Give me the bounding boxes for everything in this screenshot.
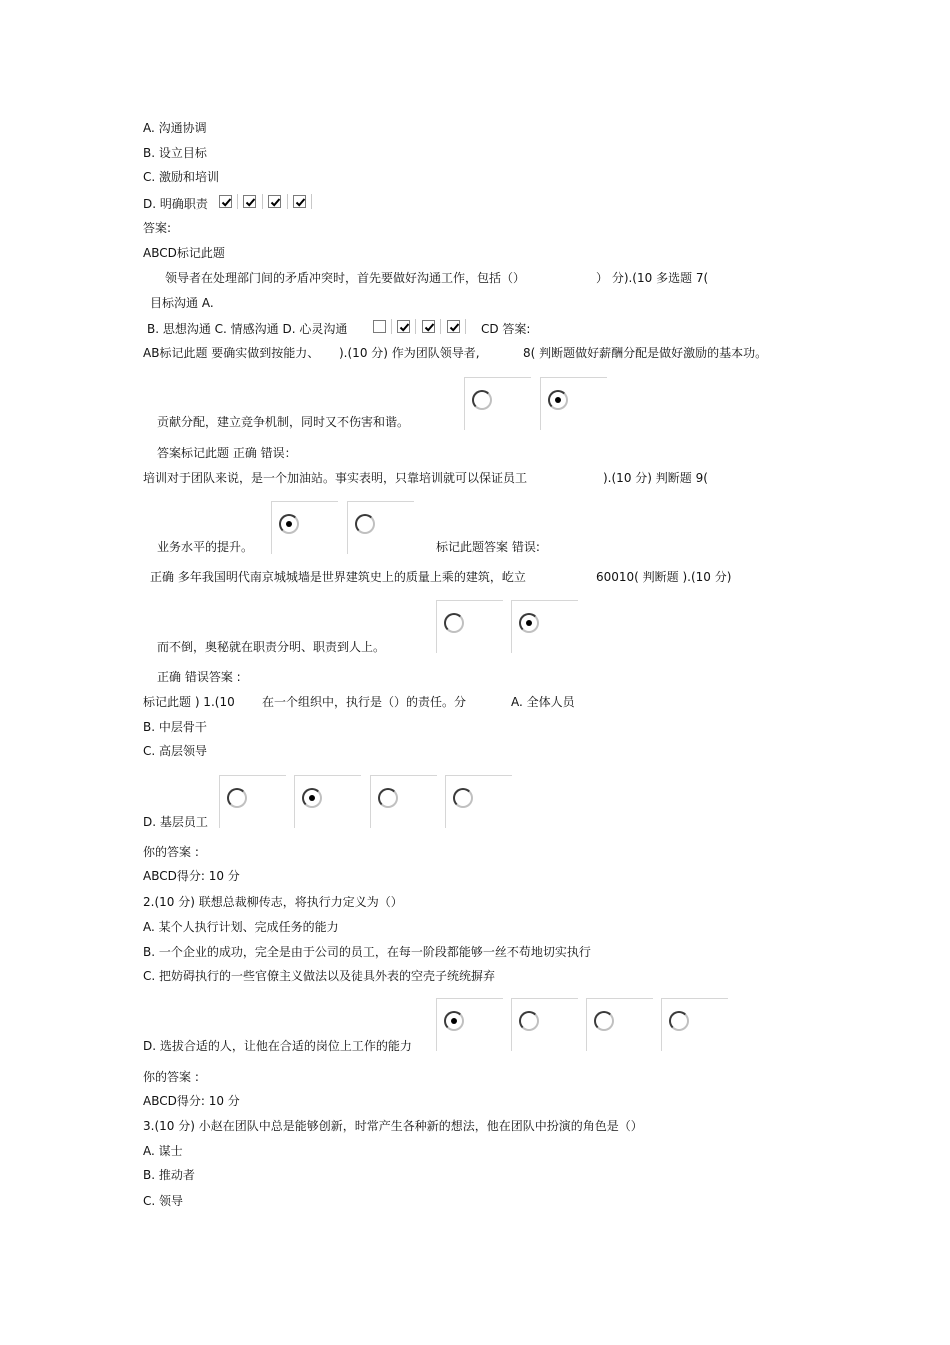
checkmark-icon xyxy=(244,196,257,209)
divider xyxy=(287,194,288,209)
answer-text: CD 答案: xyxy=(481,322,531,336)
question-text: 2.(10 分) 联想总裁柳传志，将执行力定义为（） xyxy=(143,895,403,909)
question-text: 培训对于团队来说，是一个加油站。事实表明，只靠培训就可以保证员工 xyxy=(143,471,528,485)
option-b: B. 中层骨干 xyxy=(143,720,207,734)
radio-ring-icon xyxy=(444,613,464,633)
question-text: 贡献分配，建立竞争机制，同时又不伤害和谐。 xyxy=(157,415,410,429)
q1-radio-c[interactable] xyxy=(370,775,437,828)
radio-ring-icon xyxy=(548,390,568,410)
answer-line: 标记此题答案 错误: xyxy=(436,540,540,554)
option-a: A. 全体人员 xyxy=(511,695,575,709)
mixed-line: ).(10 分) 作为团队领导者, xyxy=(339,346,480,360)
radio-ring-icon xyxy=(355,514,375,534)
option-c: C. 激励和培训 xyxy=(143,170,220,184)
q7-checkbox-a[interactable] xyxy=(373,320,386,333)
question-text: 8( 判断题做好薪酬分配是做好激励的基本功。 xyxy=(523,346,768,360)
answer-line: 答案标记此题 正确 错误： xyxy=(157,446,297,460)
q6-checkbox-a[interactable] xyxy=(219,195,232,208)
q6-checkbox-c[interactable] xyxy=(268,195,281,208)
checkmark-icon xyxy=(220,196,233,209)
radio-ring-icon xyxy=(378,788,398,808)
checkmark-icon xyxy=(448,321,461,334)
question-text: 业务水平的提升。 xyxy=(157,540,254,554)
option-b: B. 一个企业的成功，完全是由于公司的员工，在每一阶段都能够一丝不苟地切实执行 xyxy=(143,945,591,959)
radio-ring-icon xyxy=(227,788,247,808)
q8-radio-correct[interactable] xyxy=(464,377,531,430)
question-text: 领导者在处理部门间的矛盾冲突时，首先要做好沟通工作，包括（） xyxy=(165,271,526,285)
q8-radio-wrong[interactable] xyxy=(540,377,607,430)
radio-dot-icon xyxy=(309,795,315,801)
divider xyxy=(440,319,441,334)
option-c: C. 领导 xyxy=(143,1194,184,1208)
q6-checkbox-b[interactable] xyxy=(243,195,256,208)
q1-radio-b[interactable] xyxy=(294,775,361,828)
radio-ring-icon xyxy=(594,1011,614,1031)
answer-mark-text: ABCD标记此题 xyxy=(143,246,225,260)
q7-checkbox-d[interactable] xyxy=(447,320,460,333)
option-b: B. 推动者 xyxy=(143,1168,195,1182)
radio-ring-icon xyxy=(472,390,492,410)
radio-ring-icon xyxy=(279,514,299,534)
radio-ring-icon xyxy=(444,1011,464,1031)
option-d: D. 基层员工 xyxy=(143,815,208,829)
radio-ring-icon xyxy=(519,613,539,633)
q2-radio-a[interactable] xyxy=(436,998,503,1051)
question-text: 在一个组织中，执行是（）的责任。分 xyxy=(262,695,467,709)
option-line: 目标沟通 A. xyxy=(150,296,214,310)
q10-radio-wrong[interactable] xyxy=(511,600,578,653)
option-c: C. 高层领导 xyxy=(143,744,208,758)
question-text: 3.(10 分) 小赵在团队中总是能够创新，时常产生各种新的想法，他在团队中扮演的角色是（） xyxy=(143,1119,643,1133)
score-line: ABCD得分: 10 分 xyxy=(143,1094,240,1108)
option-b: B. 设立目标 xyxy=(143,146,207,160)
q2-radio-b[interactable] xyxy=(511,998,578,1051)
radio-dot-icon xyxy=(451,1018,457,1024)
divider xyxy=(415,319,416,334)
checkmark-icon xyxy=(423,321,436,334)
divider xyxy=(465,319,466,334)
radio-dot-icon xyxy=(526,620,532,626)
mixed-line: 标记此题 ) 1.(10 xyxy=(143,695,235,709)
answer-label: 答案: xyxy=(143,221,172,235)
radio-dot-icon xyxy=(286,521,292,527)
q7-checkbox-b[interactable] xyxy=(397,320,410,333)
checkmark-icon xyxy=(294,196,307,209)
option-d: D. 明确职责 xyxy=(143,197,208,211)
divider xyxy=(262,194,263,209)
radio-ring-icon xyxy=(519,1011,539,1031)
q9-radio-wrong[interactable] xyxy=(347,501,414,554)
your-answer-label: 你的答案 : xyxy=(143,845,199,859)
q7-checkbox-c[interactable] xyxy=(422,320,435,333)
divider xyxy=(391,319,392,334)
q9-radio-correct[interactable] xyxy=(271,501,338,554)
q2-radio-c[interactable] xyxy=(586,998,653,1051)
answer-line: 正确 错误答案 : xyxy=(157,670,241,684)
radio-ring-icon xyxy=(669,1011,689,1031)
option-a: A. 沟通协调 xyxy=(143,121,207,135)
question-text: 正确 多年我国明代南京城城墙是世界建筑史上的质量上乘的建筑，屹立 xyxy=(150,570,526,584)
divider xyxy=(237,194,238,209)
option-a: A. 某个人执行计划、完成任务的能力 xyxy=(143,920,339,934)
q6-checkbox-d[interactable] xyxy=(293,195,306,208)
divider xyxy=(311,194,312,209)
q1-radio-a[interactable] xyxy=(219,775,286,828)
checkmark-icon xyxy=(398,321,411,334)
question-score: ).(10 分) 判断题 9( xyxy=(603,471,708,485)
options-line: B. 思想沟通 C. 情感沟通 D. 心灵沟通 xyxy=(147,322,348,336)
score-line: ABCD得分: 10 分 xyxy=(143,869,240,883)
option-a: A. 谋士 xyxy=(143,1144,183,1158)
mixed-line: AB标记此题 要确实做到按能力、 xyxy=(143,346,320,360)
q1-radio-d[interactable] xyxy=(445,775,512,828)
checkmark-icon xyxy=(269,196,282,209)
q2-radio-d[interactable] xyxy=(661,998,728,1051)
question-score: 60010( 判断题 ).(10 分) xyxy=(596,570,732,584)
question-score: ） 分).(10 多选题 7( xyxy=(596,271,709,285)
radio-dot-icon xyxy=(555,397,561,403)
question-text: 而不倒，奥秘就在职责分明、职责到人上。 xyxy=(157,640,386,654)
radio-ring-icon xyxy=(453,788,473,808)
radio-ring-icon xyxy=(302,788,322,808)
option-c: C. 把妨碍执行的一些官僚主义做法以及徒具外表的空壳子统统摒弃 xyxy=(143,969,496,983)
your-answer-label: 你的答案 : xyxy=(143,1070,199,1084)
q10-radio-correct[interactable] xyxy=(436,600,503,653)
option-d: D. 选拔合适的人，让他在合适的岗位上工作的能力 xyxy=(143,1039,412,1053)
